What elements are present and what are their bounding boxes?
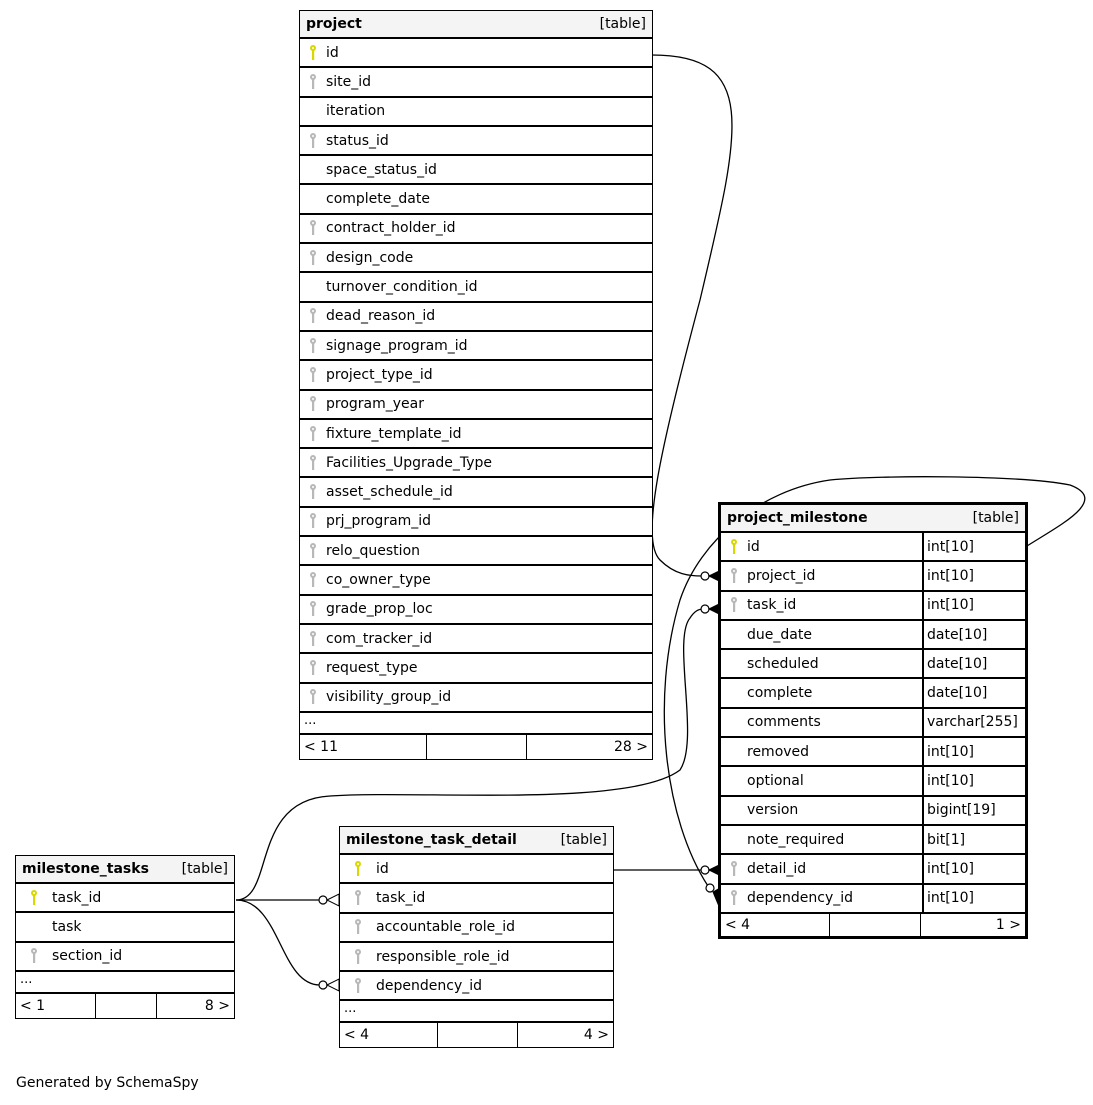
table-kind: [table] — [972, 510, 1019, 526]
column-name: due_date — [747, 626, 812, 643]
foreign-key-icon — [300, 688, 326, 706]
zero-marker — [319, 981, 327, 989]
column-type: varchar[255] — [922, 709, 1025, 736]
foreign-key-icon — [340, 918, 376, 936]
children-link[interactable]: 4 > — [583, 1027, 609, 1044]
column-name: asset_schedule_id — [326, 484, 453, 501]
column-row[interactable] — [340, 855, 613, 884]
table-project[interactable] — [299, 10, 653, 760]
column-name: dependency_id — [747, 890, 854, 907]
zero-marker — [319, 896, 327, 904]
column-name: version — [747, 802, 799, 819]
parents-link[interactable]: < 4 — [721, 914, 830, 936]
parents-link[interactable]: < 4 — [340, 1023, 438, 1047]
link-tasks-to-detail-dependency — [236, 900, 320, 985]
column-name: Facilities_Upgrade_Type — [326, 454, 493, 471]
column-row[interactable] — [721, 679, 1025, 708]
footer-spacer — [438, 1023, 518, 1047]
column-type: date[10] — [922, 679, 1025, 706]
crowfoot-marker — [327, 979, 339, 991]
parents-link[interactable]: < 11 — [300, 735, 427, 759]
column-row[interactable] — [340, 884, 613, 913]
column-name: note_required — [747, 831, 845, 848]
column-name: detail_id — [747, 860, 807, 877]
parents-link[interactable]: < 1 — [16, 994, 96, 1018]
foreign-key-icon — [340, 948, 376, 966]
table-milestone-tasks[interactable] — [15, 855, 235, 1019]
column-name: status_id — [326, 132, 389, 149]
column-row[interactable] — [721, 562, 1025, 591]
column-name: scheduled — [747, 655, 819, 672]
table-name[interactable]: project_milestone — [727, 510, 868, 526]
column-row[interactable] — [721, 621, 1025, 650]
children-link[interactable]: 8 > — [204, 997, 230, 1014]
more-columns: ... — [16, 972, 234, 994]
column-name: space_status_id — [326, 161, 437, 178]
foreign-key-icon — [300, 483, 326, 501]
column-name: signage_program_id — [326, 337, 468, 354]
column-name: task_id — [376, 889, 426, 906]
foreign-key-icon — [340, 889, 376, 907]
column-row[interactable] — [300, 420, 652, 449]
foreign-key-icon — [721, 567, 747, 585]
table-kind: [table] — [599, 16, 646, 32]
foreign-key-icon — [300, 659, 326, 677]
table-footer — [16, 994, 234, 1018]
column-row[interactable] — [300, 596, 652, 625]
column-name: removed — [747, 743, 810, 760]
column-row[interactable] — [300, 185, 652, 214]
column-name: accountable_role_id — [376, 919, 516, 936]
column-name: contract_holder_id — [326, 220, 456, 237]
foreign-key-icon — [300, 542, 326, 560]
column-name: responsible_role_id — [376, 948, 510, 965]
column-type: date[10] — [922, 650, 1025, 677]
table-header[interactable] — [16, 856, 234, 884]
column-name: project_id — [747, 567, 816, 584]
foreign-key-icon — [721, 860, 747, 878]
column-row[interactable] — [16, 884, 234, 913]
column-name: fixture_template_id — [326, 425, 462, 442]
column-type: int[10] — [922, 738, 1025, 765]
column-row[interactable] — [300, 68, 652, 97]
column-row[interactable] — [300, 244, 652, 273]
column-row[interactable] — [340, 972, 613, 1001]
column-name: iteration — [326, 103, 386, 120]
column-row[interactable] — [300, 478, 652, 507]
table-project-milestone[interactable] — [718, 502, 1028, 939]
zero-marker — [701, 605, 709, 613]
foreign-key-icon — [300, 366, 326, 384]
table-name[interactable]: milestone_tasks — [22, 861, 149, 877]
footer-spacer — [427, 735, 527, 759]
column-row[interactable] — [300, 508, 652, 537]
column-name: optional — [747, 773, 804, 790]
foreign-key-icon — [300, 571, 326, 589]
column-name: complete — [747, 685, 813, 702]
column-type: date[10] — [922, 621, 1025, 648]
crowfoot-marker — [327, 894, 339, 906]
column-row[interactable] — [300, 156, 652, 185]
column-row[interactable] — [300, 215, 652, 244]
table-header[interactable] — [721, 505, 1025, 533]
foreign-key-icon — [300, 512, 326, 530]
column-row[interactable] — [340, 943, 613, 972]
column-row[interactable] — [16, 913, 234, 942]
footer-spacer — [96, 994, 157, 1018]
column-name: site_id — [326, 73, 372, 90]
column-type: bit[1] — [922, 826, 1025, 853]
column-name: grade_prop_loc — [326, 601, 433, 618]
column-type: int[10] — [922, 562, 1025, 589]
column-row[interactable] — [300, 684, 652, 713]
more-columns: ... — [340, 1001, 613, 1023]
table-kind: [table] — [181, 861, 228, 877]
column-row[interactable] — [300, 127, 652, 156]
column-name: prj_program_id — [326, 513, 432, 530]
column-name: relo_question — [326, 542, 421, 559]
column-row[interactable] — [300, 273, 652, 302]
column-row[interactable] — [721, 797, 1025, 826]
foreign-key-icon — [300, 337, 326, 355]
column-row[interactable] — [721, 650, 1025, 679]
foreign-key-icon — [300, 249, 326, 267]
table-milestone-task-detail[interactable] — [339, 826, 614, 1048]
foreign-key-icon — [300, 454, 326, 472]
column-row[interactable] — [300, 391, 652, 420]
column-row[interactable] — [721, 855, 1025, 884]
column-row[interactable] — [300, 361, 652, 390]
table-kind: [table] — [560, 832, 607, 848]
column-row[interactable] — [16, 943, 234, 972]
column-row[interactable] — [300, 449, 652, 478]
column-name: program_year — [326, 396, 424, 413]
column-type: int[10] — [922, 885, 1025, 912]
column-row[interactable] — [300, 654, 652, 683]
column-list — [16, 884, 234, 972]
column-name: dead_reason_id — [326, 308, 436, 325]
foreign-key-icon — [300, 600, 326, 618]
column-row[interactable] — [300, 39, 652, 68]
column-row[interactable] — [721, 592, 1025, 621]
foreign-key-icon — [721, 889, 747, 907]
zero-marker — [706, 884, 714, 892]
primary-key-icon — [340, 860, 376, 878]
column-row[interactable] — [300, 332, 652, 361]
table-header[interactable] — [300, 11, 652, 39]
foreign-key-icon — [300, 630, 326, 648]
column-row[interactable] — [300, 625, 652, 654]
foreign-key-icon — [16, 947, 52, 965]
zero-marker — [701, 866, 709, 874]
column-name: turnover_condition_id — [326, 279, 478, 296]
column-name: id — [326, 44, 339, 61]
column-row[interactable] — [721, 885, 1025, 914]
children-link[interactable]: 28 > — [614, 738, 648, 755]
column-list — [721, 533, 1025, 914]
column-row[interactable] — [721, 767, 1025, 796]
primary-key-icon — [721, 538, 747, 556]
column-row[interactable] — [721, 709, 1025, 738]
footer-spacer — [830, 914, 921, 936]
column-row[interactable] — [300, 537, 652, 566]
table-header[interactable] — [340, 827, 613, 855]
children-link[interactable]: 1 > — [995, 916, 1021, 933]
column-name: project_type_id — [326, 366, 433, 383]
column-list — [340, 855, 613, 1001]
generated-by-label: Generated by SchemaSpy — [16, 1075, 199, 1091]
zero-marker — [701, 572, 709, 580]
column-name: section_id — [52, 948, 123, 965]
column-name: dependency_id — [376, 977, 483, 994]
column-name: task_id — [52, 889, 102, 906]
foreign-key-icon — [300, 219, 326, 237]
column-row[interactable] — [721, 738, 1025, 767]
column-row[interactable] — [300, 303, 652, 332]
column-row[interactable] — [300, 98, 652, 127]
column-name: com_tracker_id — [326, 630, 433, 647]
column-name: id — [747, 538, 760, 555]
column-row[interactable] — [721, 533, 1025, 562]
foreign-key-icon — [340, 977, 376, 995]
foreign-key-icon — [300, 132, 326, 150]
foreign-key-icon — [721, 596, 747, 614]
column-row[interactable] — [300, 566, 652, 595]
more-columns: ... — [300, 713, 652, 735]
table-name[interactable]: project — [306, 16, 362, 32]
primary-key-icon — [16, 889, 52, 907]
table-name[interactable]: milestone_task_detail — [346, 832, 517, 848]
column-type: int[10] — [922, 767, 1025, 794]
column-name: design_code — [326, 249, 414, 266]
column-type: int[10] — [922, 855, 1025, 882]
foreign-key-icon — [300, 425, 326, 443]
foreign-key-icon — [300, 395, 326, 413]
column-row[interactable] — [340, 914, 613, 943]
column-name: comments — [747, 714, 821, 731]
table-footer — [340, 1023, 613, 1047]
table-footer — [721, 914, 1025, 936]
column-name: visibility_group_id — [326, 689, 452, 706]
link-project-to-project-milestone — [652, 55, 732, 576]
foreign-key-icon — [300, 73, 326, 91]
column-name: co_owner_type — [326, 571, 431, 588]
column-list — [300, 39, 652, 713]
primary-key-icon — [300, 44, 326, 62]
column-type: int[10] — [922, 592, 1025, 619]
column-name: request_type — [326, 659, 418, 676]
column-name: id — [376, 860, 389, 877]
column-name: task_id — [747, 597, 797, 614]
column-type: bigint[19] — [922, 797, 1025, 824]
table-footer — [300, 735, 652, 759]
column-row[interactable] — [721, 826, 1025, 855]
foreign-key-icon — [300, 307, 326, 325]
column-type: int[10] — [922, 533, 1025, 560]
column-name: task — [52, 918, 82, 935]
column-name: complete_date — [326, 191, 430, 208]
